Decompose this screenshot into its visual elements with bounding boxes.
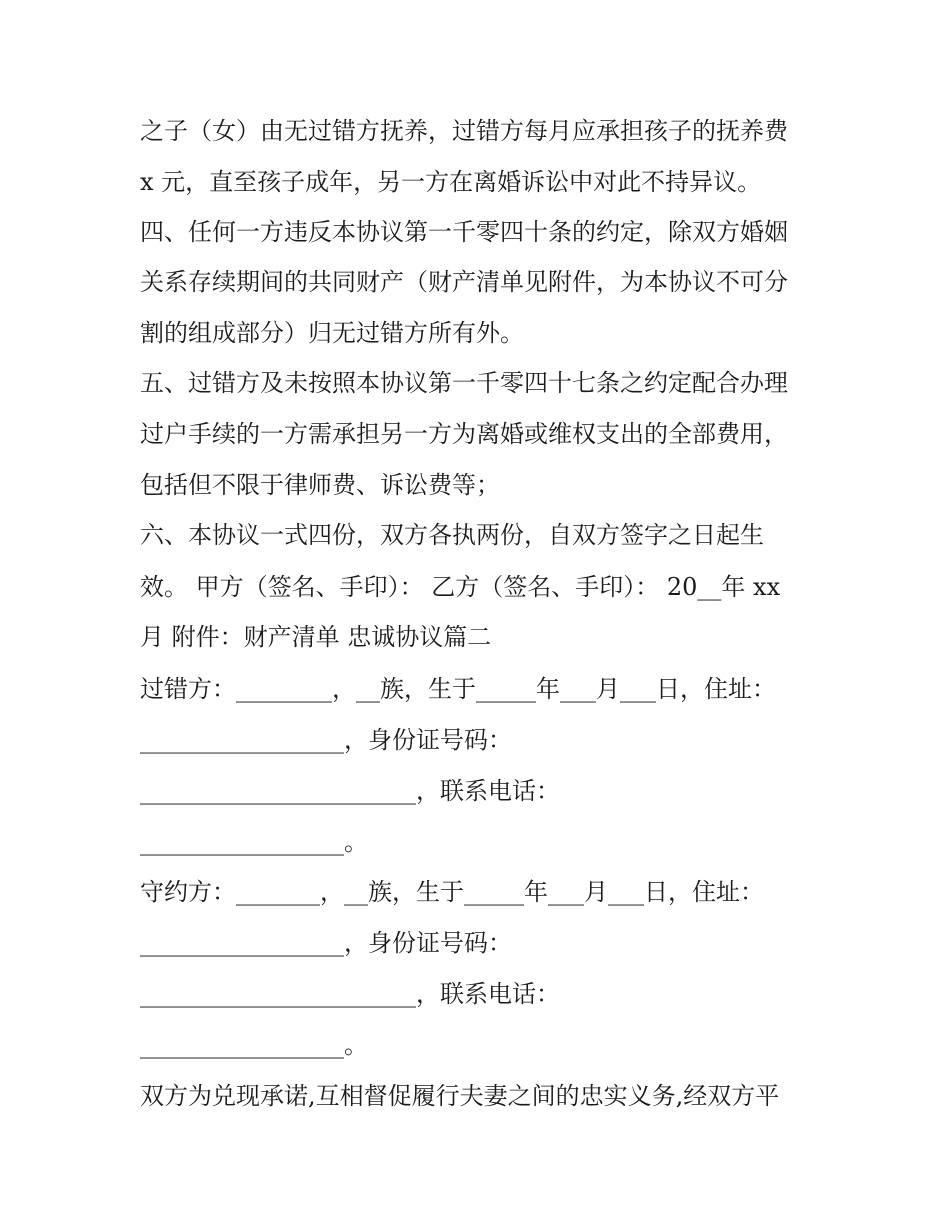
- text-line: 双方为兑现承诺,互相督促履行夫妻之间的忠实义务,经双方平: [140, 1082, 780, 1110]
- text-line: 过错方：________，__族，生于_____年___月___日，住址：: [140, 675, 776, 703]
- text-line: x 元，直至孩子成年，另一方在离婚诉讼中对此不持异议。: [140, 168, 762, 196]
- text-line: _________________。: [140, 1031, 368, 1059]
- text-line: 效。 甲方（签名、手印）： 乙方（签名、手印）： 20__年 xx: [140, 573, 781, 601]
- text-line: 包括但不限于律师费、诉讼费等；: [140, 471, 500, 499]
- text-line: 六、本协议一式四份，双方各执两份，自双方签字之日起生: [140, 521, 764, 549]
- text-line: _________________，身份证号码：: [140, 726, 512, 754]
- text-line: 四、任何一方违反本协议第一千零四十条的约定，除双方婚姻: [140, 218, 788, 246]
- text-line: 割的组成部分）归无过错方所有外。: [140, 319, 524, 347]
- text-line: _________________，身份证号码：: [140, 929, 512, 957]
- text-line: 守约方：_______，__族，生于_____年___月___日，住址：: [140, 878, 764, 906]
- text-line: 之子（女）由无过错方抚养，过错方每月应承担孩子的抚养费: [140, 117, 788, 145]
- text-line: _______________________，联系电话：: [140, 980, 560, 1008]
- text-line: _______________________，联系电话：: [140, 777, 560, 805]
- text-line: 五、过错方及未按照本协议第一千零四十七条之约定配合办理: [140, 369, 788, 397]
- text-line: 过户手续的一方需承担另一方为离婚或维权支出的全部费用，: [140, 420, 788, 448]
- text-line: _________________。: [140, 828, 368, 856]
- text-line: 关系存续期间的共同财产（财产清单见附件，为本协议不可分: [140, 268, 788, 296]
- text-line: 月 附件：财产清单 忠诚协议篇二: [140, 623, 492, 651]
